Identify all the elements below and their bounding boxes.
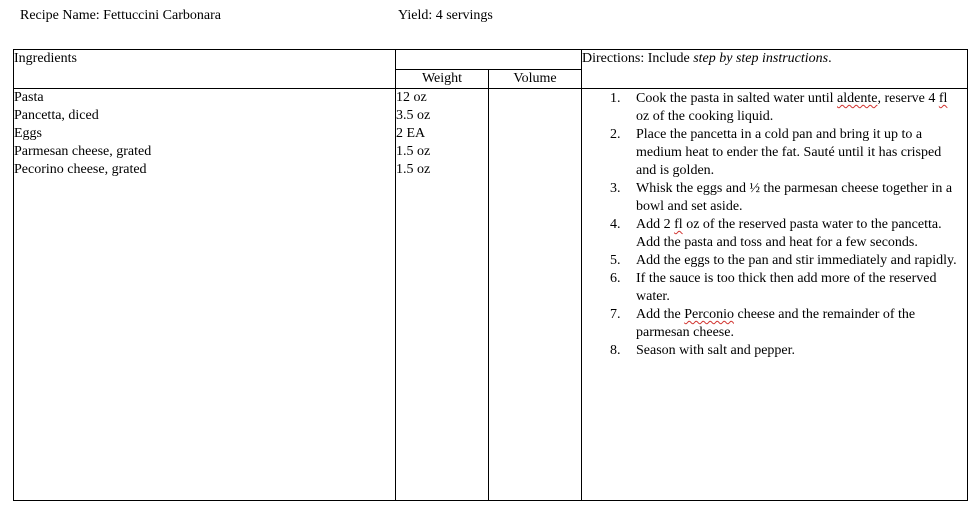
step-text: Cook the pasta in salted water until	[636, 91, 838, 106]
step-text: Add the eggs to the pan and stir immediately and rapidly.	[636, 253, 957, 268]
step-number: 8.	[610, 343, 621, 358]
step-text: Add 2	[636, 217, 675, 232]
direction-step	[582, 216, 967, 252]
spelling-flagged-word: fl	[674, 217, 683, 232]
yield-label: Yield: 4 servings	[398, 8, 493, 23]
ingredient-volume	[489, 125, 581, 143]
step-number: 5.	[610, 253, 621, 268]
step-number: 4.	[610, 217, 621, 232]
direction-step	[582, 180, 967, 216]
ingredient-name: Pecorino cheese, grated	[14, 162, 147, 177]
recipe-name: Recipe Name: Fettuccini Carbonara	[20, 8, 221, 23]
direction-step	[582, 270, 967, 306]
ingredient-volume	[489, 161, 581, 179]
spelling-flagged-word: Perconio	[684, 307, 734, 322]
ingredient-names-cell	[14, 89, 396, 501]
step-text: cheese and the remainder of the parmesan cheese.	[636, 307, 916, 340]
direction-step	[582, 306, 967, 342]
ingredient-weight: 2 EA	[396, 126, 426, 141]
directions-cell	[582, 89, 968, 501]
step-text: Place the pancetta in a cold pan and bring it up to a medium heat to ender the fat. Sauté until it has crisped and is golden.	[636, 127, 942, 178]
recipe-table	[13, 49, 968, 501]
directions-header-end: .	[828, 51, 832, 66]
ingredient-volume	[489, 143, 581, 161]
step-number: 6.	[610, 271, 621, 286]
directions-header-cell	[582, 50, 968, 89]
step-number: 1.	[610, 91, 621, 106]
direction-step	[582, 90, 967, 126]
direction-step	[582, 342, 967, 360]
step-number: 2.	[610, 127, 621, 142]
step-text: Whisk the eggs and ½ the parmesan cheese together in a bowl and set aside.	[636, 181, 953, 214]
ingredient-volumes-cell	[489, 89, 582, 501]
ingredient-name: Parmesan cheese, grated	[14, 144, 152, 159]
ingredient-weights-cell	[396, 89, 489, 501]
ingredient-weight: 1.5 oz	[396, 144, 431, 159]
step-number: 3.	[610, 181, 621, 196]
direction-step	[582, 252, 967, 270]
volume-header: Volume	[489, 70, 582, 89]
ingredient-weight: 3.5 oz	[396, 108, 431, 123]
step-text: Add the	[636, 307, 685, 322]
ingredient-name: Pancetta, diced	[14, 108, 99, 123]
step-number: 7.	[610, 307, 621, 322]
ingredients-header-cell	[14, 50, 396, 89]
directions-list	[582, 90, 967, 360]
step-text: oz of the cooking liquid.	[636, 109, 774, 124]
ingredient-name: Pasta	[14, 90, 44, 105]
directions-header-italic: step by step instructions	[693, 51, 829, 66]
step-text: Season with salt and pepper.	[636, 343, 796, 358]
step-text: If the sauce is too thick then add more of the reserved water.	[636, 271, 937, 304]
ingredient-weight: 12 oz	[396, 90, 427, 105]
spelling-flagged-word: fl	[938, 91, 948, 106]
step-text: oz of the reserved pasta water to the pancetta. Add the pasta and toss and heat for a few seconds.	[636, 217, 942, 250]
step-text: , reserve 4	[877, 91, 939, 106]
spelling-flagged-word: aldente	[837, 91, 878, 106]
measure-header-cell	[396, 50, 582, 70]
ingredient-name: Eggs	[14, 126, 42, 141]
ingredient-volume	[489, 107, 581, 125]
ingredients-header: Ingredients	[14, 51, 77, 66]
directions-header-label: Directions: Include	[582, 51, 694, 66]
ingredient-weight: 1.5 oz	[396, 162, 431, 177]
direction-step	[582, 126, 967, 180]
ingredient-volume	[489, 89, 581, 107]
weight-header: Weight	[396, 70, 489, 89]
